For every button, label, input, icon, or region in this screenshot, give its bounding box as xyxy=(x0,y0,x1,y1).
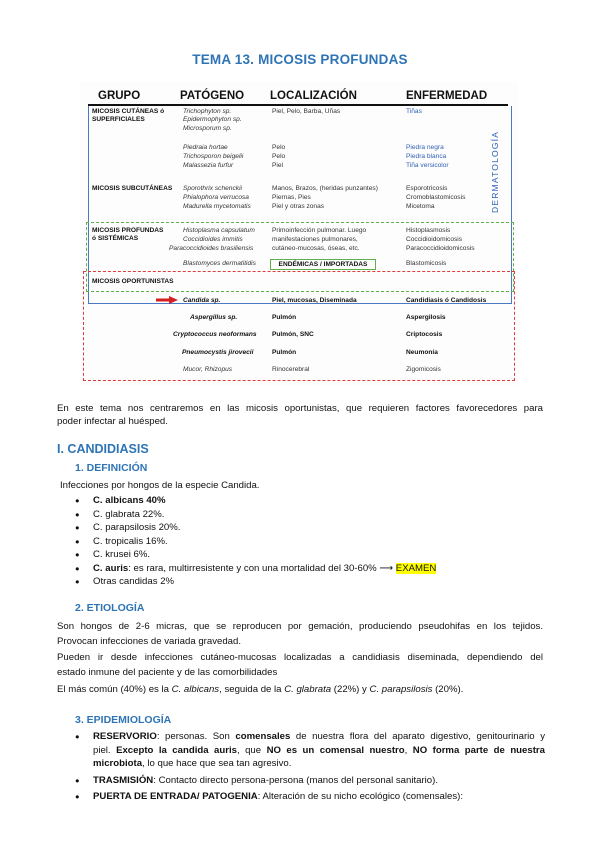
row-pathogen: Histoplasma capsulatum xyxy=(183,227,255,234)
row-pathogen: Sporothrix schenckii xyxy=(183,185,243,192)
row-pathogen: Madurella mycetomatis xyxy=(183,203,251,210)
list-item: ● C. tropicalis 16%. xyxy=(75,535,545,549)
row-location: Pulmón xyxy=(272,314,297,321)
dermatologia-label: DERMATOLOGÍA xyxy=(490,130,500,214)
row-pathogen: Epidermophyton sp. xyxy=(183,116,242,123)
row-pathogen: Aspergillus sp. xyxy=(190,314,238,321)
row-pathogen: Cryptococcus neoformans xyxy=(173,331,257,338)
row-disease: Piedra negra xyxy=(406,144,444,151)
row-location: Piel xyxy=(272,162,283,169)
row-disease: Blastomicosis xyxy=(406,260,447,267)
row-disease: Neumonía xyxy=(406,349,438,356)
row-pathogen: Paracoccidioides brasiliensis xyxy=(169,245,254,252)
epidemiology-list xyxy=(75,730,545,804)
oportunistas-box xyxy=(83,271,515,381)
row-disease: Tiñas xyxy=(406,108,422,115)
subsection-etiologia: 2. ETIOLOGÍA xyxy=(75,602,145,614)
list-item: ● C. krusei 6%. xyxy=(75,548,545,562)
row-disease: Esporotricosis xyxy=(406,185,448,192)
row-disease: Cromoblastomicosis xyxy=(406,194,466,201)
row-location: Piel, mucosas, Diseminada xyxy=(272,297,357,304)
row-disease: Criptocosis xyxy=(406,331,443,338)
list-item: ● PUERTA DE ENTRADA/ PATOGENIA: Alteración de su nicho ecológico (comensales): xyxy=(75,790,545,804)
row-location: manifestaciones pulmonares, xyxy=(272,236,358,243)
row-pathogen: Trichosporon beigelii xyxy=(183,153,244,160)
row-location: Piel y otras zonas xyxy=(272,203,325,210)
header-enfermedad: ENFERMEDAD xyxy=(406,90,488,102)
row-pathogen: Trichophyton sp. xyxy=(183,108,232,115)
row-pathogen: Piedraia hortae xyxy=(183,144,228,151)
row-disease: Paracoccidioidomicosis xyxy=(406,245,475,252)
page-title: TEMA 13. MICOSIS PROFUNDAS xyxy=(192,52,408,67)
endemic-label: ENDÉMICAS / IMPORTADAS xyxy=(270,259,376,270)
list-item: ● C. parapsilosis 20%. xyxy=(75,521,545,535)
header-grupo: GRUPO xyxy=(98,90,141,102)
row-disease: Histoplasmosis xyxy=(406,227,451,234)
row-location: Pelo xyxy=(272,144,286,151)
row-location: Piernas, Pies xyxy=(272,194,311,201)
header-patogeno: PATÓGENO xyxy=(180,90,245,102)
list-item: ● Otras candidas 2% xyxy=(75,575,545,589)
group-cutaneas: MICOSIS CUTÁNEAS ó xyxy=(92,108,165,115)
exam-highlight: EXAMEN xyxy=(395,562,437,574)
row-location: cutáneo-mucosas, óseas, etc. xyxy=(272,245,360,252)
row-pathogen: Coccidioides immitis xyxy=(183,236,243,243)
row-location: Pulmón xyxy=(272,349,297,356)
intro-line-2: poder infectar al huésped. xyxy=(57,416,168,427)
etio-line-3: Pueden ir desde infecciones cutáneo-mucosas localizadas a candidiasis diseminada, dependiendo del xyxy=(57,652,543,663)
definition-text: Infecciones por hongos de la especie Candida. xyxy=(60,480,260,491)
row-pathogen: Phialophora verrucosa xyxy=(183,194,249,201)
list-item: ● C. albicans 40% xyxy=(75,494,545,508)
row-pathogen: Blastomyces dermatitidis xyxy=(183,260,256,267)
row-location: Piel, Pelo, Barba, Uñas xyxy=(272,108,341,115)
row-location: Pelo xyxy=(272,153,286,160)
group-subcutaneas: MICOSIS SUBCUTÁNEAS xyxy=(92,185,173,192)
group-cutaneas-2: SUPERFICIALES xyxy=(92,116,145,123)
row-pathogen: Mucor, Rhizopus xyxy=(183,366,233,373)
row-location: Primoinfección pulmonar. Luego xyxy=(272,227,367,234)
group-oportunistas: MICOSIS OPORTUNISTAS xyxy=(92,278,174,285)
row-pathogen: Candida sp. xyxy=(183,297,221,304)
list-item: ● C. auris: es rara, multirresistente y con una mortalidad del 30-60% ⟶ EXAMEN xyxy=(75,562,545,576)
subsection-definicion: 1. DEFINICIÓN xyxy=(75,462,148,474)
row-location: Manos, Brazos, (heridas punzantes) xyxy=(272,185,378,192)
group-profundas-2: ó SISTÉMICAS xyxy=(92,235,139,242)
micosis-table-figure xyxy=(80,82,518,386)
etio-line-5: El más común (40%) es la C. albicans, seguida de la C. glabrata (22%) y C. parapsilosis (20%). xyxy=(57,684,464,695)
list-item: ● RESERVORIO: personas. Son comensales de nuestra flora del aparato digestivo, genitourinario y piel. Excepto la candida auris, que NO es un comensal nuestro, NO forma parte de nuestra microbiota, lo que hace que sea tan agresivo. xyxy=(75,730,545,771)
list-item: ● TRASMISIÓN: Contacto directo persona-persona (manos del personal sanitario). xyxy=(75,774,545,788)
row-pathogen: Microsporum sp. xyxy=(183,125,232,132)
row-disease: Aspergilosis xyxy=(406,314,446,321)
row-pathogen: Pneumocystis jirovecii xyxy=(182,349,254,356)
etio-line-1: Son hongos de 2-6 micras, que se reproducen por gemación, produciendo pseudohifas en los tejidos. xyxy=(57,621,543,632)
row-pathogen: Malassezia furfur xyxy=(183,162,234,169)
row-disease: Coccidioidomicosis xyxy=(406,236,463,243)
row-location: Rinocerebral xyxy=(272,366,310,373)
species-list xyxy=(75,494,545,589)
row-location: Pulmón, SNC xyxy=(272,331,314,338)
row-disease: Piedra blanca xyxy=(406,153,447,160)
list-item: ● C. glabrata 22%. xyxy=(75,508,545,522)
etio-line-4: estado inmune del paciente y de las comorbilidades xyxy=(57,667,278,678)
row-disease: Micetoma xyxy=(406,203,435,210)
arrow-right-icon xyxy=(156,296,178,304)
row-disease: Tiña versicolor xyxy=(406,162,449,169)
etio-line-2: Provocan infecciones de variada gravedad. xyxy=(57,636,241,647)
row-disease: Candidiasis ó Candidosis xyxy=(406,297,487,304)
intro-line-1: En este tema nos centraremos en las micosis oportunistas, que requieren factores favorecedores para xyxy=(57,403,543,414)
subsection-epidemiologia: 3. EPIDEMIOLOGÍA xyxy=(75,714,172,726)
group-profundas: MICOSIS PROFUNDAS xyxy=(92,227,164,234)
header-localizacion: LOCALIZACIÓN xyxy=(270,90,357,102)
row-disease: Zigomicosis xyxy=(406,366,441,373)
section-candidiasis: I. CANDIDIASIS xyxy=(57,442,149,456)
